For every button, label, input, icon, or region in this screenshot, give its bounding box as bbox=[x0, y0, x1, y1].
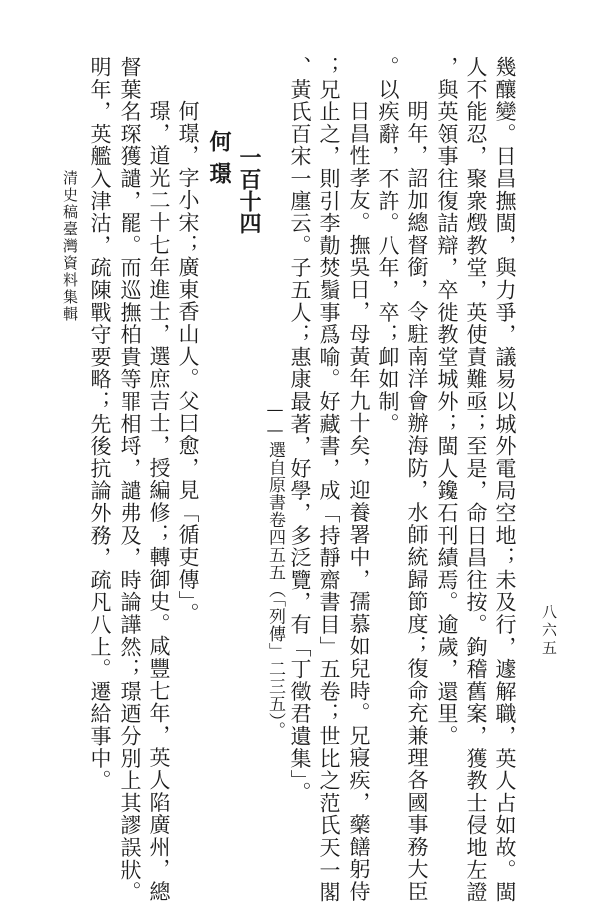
continuation-line-8: 、黃氏百宋一廛云。子五人；惠康最著，好學，多泛覽，有「丁徵君遺集」。 bbox=[288, 56, 312, 804]
continuation-line-2: 人不能忍，聚衆燬教堂，英使責難亟；至是，命日昌往按。鉤稽舊案，獲教士侵地左證 bbox=[464, 56, 488, 903]
continuation-line-5: 。以疾辭，不許。八年，卒；卹如制。 bbox=[376, 56, 400, 436]
continuation-line-3: ，與英領事往復詰辯，卒徙教堂城外；閩人鑱石刊績焉。逾歲，還里。 bbox=[435, 56, 459, 748]
biography-line-4: 明年，英艦入津沽，疏陳戰守要略；先後抗論外務，疏凡八上。遷給事中。 bbox=[88, 56, 112, 792]
continuation-line-4: 明年，詔加總督銜，令駐南洋會辦海防，水師統歸節度；復命充兼理各國事務大臣 bbox=[405, 100, 429, 903]
biography-line-1: 何璟，字小宋；廣東香山人。父曰愈，見「循吏傳」。 bbox=[176, 100, 200, 625]
continuation-line-6: 日昌性孝友。撫吳日，母黃年九十矣，迎養署中，孺慕如兒時。兄寢疾，藥饍躬侍 bbox=[347, 100, 371, 903]
biography-line-2: 璟，道光二十七年進士，選庶吉士，授編修；轉御史。咸豐七年，英人陷廣州，總 bbox=[147, 100, 171, 903]
source-note: ——選自原書卷四五五（「列傳」二三五）。 bbox=[265, 400, 285, 739]
biography-title: 何璟 bbox=[206, 130, 232, 194]
running-header: 清史稿臺灣資料集輯 bbox=[61, 170, 79, 323]
section-number: 一百十四 bbox=[236, 146, 262, 234]
continuation-line-1: 幾釀變。日昌撫閩，與力爭，議易以城外電局空地；未及行，遽解職，英人占如故。閩 bbox=[493, 56, 517, 903]
page-number: 八六五 bbox=[540, 604, 558, 658]
biography-line-3: 督葉名琛獲譴，罷。而巡撫柏貴等罪相埒，譴弗及，時論譁然；璟迺分別上其謬誤狀。 bbox=[118, 56, 142, 903]
continuation-line-7: ；兄止之，則引李勣焚鬚事爲喻。好藏書，成「持靜齋書目」五卷；世比之范氏天一閣 bbox=[317, 56, 341, 903]
